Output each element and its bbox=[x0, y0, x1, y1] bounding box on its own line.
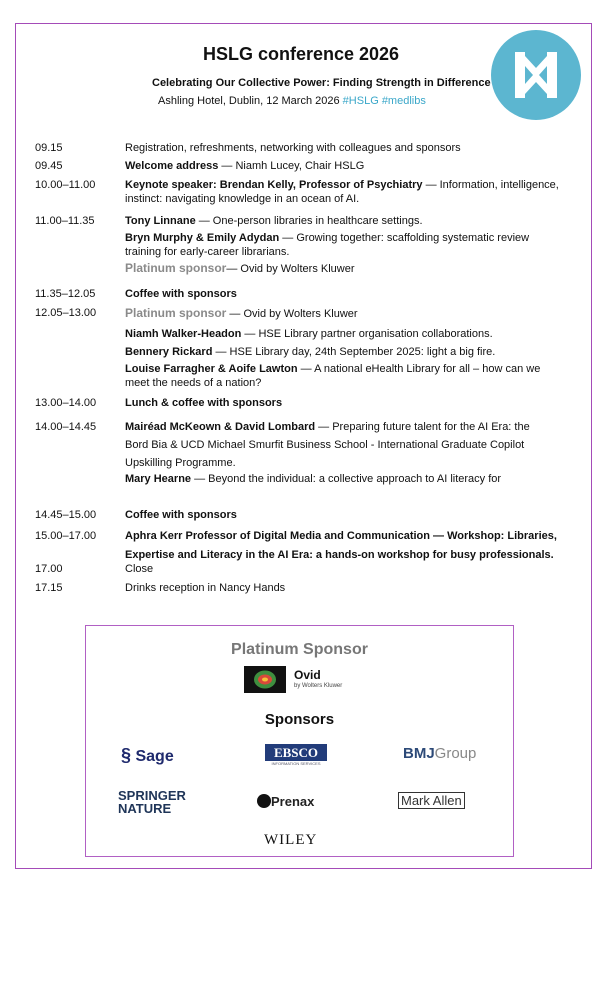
session: Drinks reception in Nancy Hands bbox=[125, 582, 286, 594]
speaker: Keynote speaker: Brendan Kelly, Professor of Psychiatry bbox=[125, 179, 423, 191]
session-desc: — Information, intelligence, bbox=[422, 179, 559, 191]
session-title: Aphra Kerr Professor of Digital Media and Communication — Workshop: Libraries, bbox=[125, 530, 557, 542]
time: 15.00–17.00 bbox=[35, 530, 97, 542]
session-desc: — A national eHealth Library for all – how can we bbox=[297, 363, 541, 375]
session-desc: — Growing together: scaffolding systematic review bbox=[279, 232, 530, 244]
session-desc: — Ovid by Wolters Kluwer bbox=[226, 308, 358, 320]
session bbox=[125, 345, 575, 359]
springer-nature-logo bbox=[118, 789, 186, 815]
speaker: Mairéad McKeown & David Lombard bbox=[125, 421, 316, 433]
session: Registration, refreshments, networking with colleagues and sponsors bbox=[125, 142, 461, 154]
nature-word: NATURE bbox=[118, 801, 172, 816]
session-desc: — Niamh Lucey, Chair HSLG bbox=[218, 160, 365, 172]
speaker: Bryn Murphy & Emily Adydan bbox=[125, 232, 280, 244]
sage-name: Sage bbox=[135, 748, 174, 765]
session bbox=[125, 362, 575, 390]
subtitle: Celebrating Our Collective Power: Finding Strength in Difference bbox=[152, 77, 491, 89]
session-desc: — Beyond the individual: a collective approach to AI literacy for bbox=[191, 473, 502, 485]
speaker: Niamh Walker-Headon bbox=[125, 328, 242, 340]
session bbox=[125, 178, 575, 206]
time: 09.15 bbox=[35, 142, 63, 154]
speaker: Mary Hearne bbox=[125, 473, 192, 485]
sponsor-label: Platinum sponsor bbox=[125, 261, 227, 275]
session bbox=[125, 231, 575, 259]
session bbox=[125, 261, 575, 276]
session-desc-3: Upskilling Programme. bbox=[125, 457, 236, 469]
bmj-name: BMJ bbox=[403, 745, 435, 762]
time: 11.35–12.05 bbox=[35, 288, 96, 300]
session bbox=[125, 214, 575, 228]
sponsors-box bbox=[85, 625, 514, 857]
session-desc: — HSE Library day, 24th September 2025: light a big fire. bbox=[212, 346, 496, 358]
session-desc-2: Bord Bia & UCD Michael Smurfit Business School - International Graduate Copilot bbox=[125, 439, 525, 451]
venue-line bbox=[158, 95, 426, 107]
session-desc-2: meet the needs of a nation? bbox=[125, 377, 262, 389]
speaker: Louise Farragher & Aoife Lawton bbox=[125, 363, 298, 375]
bmj-logo bbox=[403, 745, 476, 762]
springer-word: SPRINGER bbox=[118, 788, 186, 803]
sage-logo bbox=[121, 745, 174, 766]
session: Coffee with sponsors bbox=[125, 288, 237, 300]
session-desc: — Ovid by Wolters Kluwer bbox=[226, 263, 355, 275]
session-desc: — HSE Library partner organisation collaborations. bbox=[241, 328, 493, 340]
bmj-group: Group bbox=[434, 745, 477, 762]
session: Coffee with sponsors bbox=[125, 509, 237, 521]
wiley-logo: WILEY bbox=[264, 832, 318, 848]
sage-s-icon: § bbox=[121, 745, 132, 765]
venue-text: Ashling Hotel, Dublin, 12 March 2026 bbox=[158, 95, 340, 107]
session: Lunch & coffee with sponsors bbox=[125, 397, 283, 409]
ovid-logo-icon bbox=[244, 666, 286, 693]
session bbox=[125, 306, 575, 321]
speaker: Bennery Rickard bbox=[125, 346, 213, 358]
time: 09.45 bbox=[35, 160, 63, 172]
session bbox=[125, 418, 575, 472]
ebsco-sub: INFORMATION SERVICES bbox=[271, 761, 321, 766]
speaker: Welcome address bbox=[125, 160, 219, 172]
session-desc-2: training for early-career librarians. bbox=[125, 246, 290, 258]
session bbox=[125, 527, 575, 565]
time: 11.00–11.35 bbox=[35, 215, 95, 227]
session bbox=[125, 472, 575, 486]
time: 14.45–15.00 bbox=[35, 509, 97, 521]
sponsors-heading: Sponsors bbox=[264, 711, 335, 728]
ovid-by: by Wolters Kluwer bbox=[294, 683, 343, 689]
ebsco-logo: EBSCO bbox=[265, 744, 327, 761]
time: 12.05–13.00 bbox=[35, 307, 97, 319]
page-title: HSLG conference 2026 bbox=[202, 44, 400, 64]
session-desc: — Preparing future talent for the AI Era: the bbox=[315, 421, 530, 433]
time: 14.00–14.45 bbox=[35, 421, 97, 433]
prenax-icon bbox=[257, 794, 271, 808]
hashtag-hslg[interactable]: #HSLG bbox=[342, 95, 379, 107]
hashtag-medlibs[interactable]: #medlibs bbox=[381, 95, 426, 107]
session: Close bbox=[125, 563, 154, 575]
hslg-logo bbox=[491, 30, 581, 120]
prenax-logo bbox=[257, 794, 314, 809]
mark-allen-logo: Mark Allen bbox=[398, 792, 465, 809]
platinum-sponsor-heading: Platinum Sponsor bbox=[231, 641, 368, 658]
session-desc-2: instinct: navigating knowledge in an ocean of AI. bbox=[125, 193, 360, 205]
sponsor-label: Platinum sponsor bbox=[125, 306, 227, 320]
time: 17.00 bbox=[35, 563, 63, 575]
time: 13.00–14.00 bbox=[35, 397, 97, 409]
hslg-logo-mark bbox=[491, 30, 581, 120]
time: 17.15 bbox=[35, 582, 63, 594]
prenax-name: Prenax bbox=[271, 794, 315, 809]
session-title-2: Expertise and Literacy in the AI Era: a hands-on workshop for busy professionals. bbox=[125, 549, 554, 561]
session bbox=[125, 327, 575, 341]
ovid-name: Ovid bbox=[294, 668, 321, 682]
speaker: Tony Linnane bbox=[125, 215, 196, 227]
session bbox=[125, 159, 575, 173]
ovid-globe-icon bbox=[244, 666, 286, 693]
time: 10.00–11.00 bbox=[35, 179, 96, 191]
session-desc: — One-person libraries in healthcare settings. bbox=[195, 215, 423, 227]
